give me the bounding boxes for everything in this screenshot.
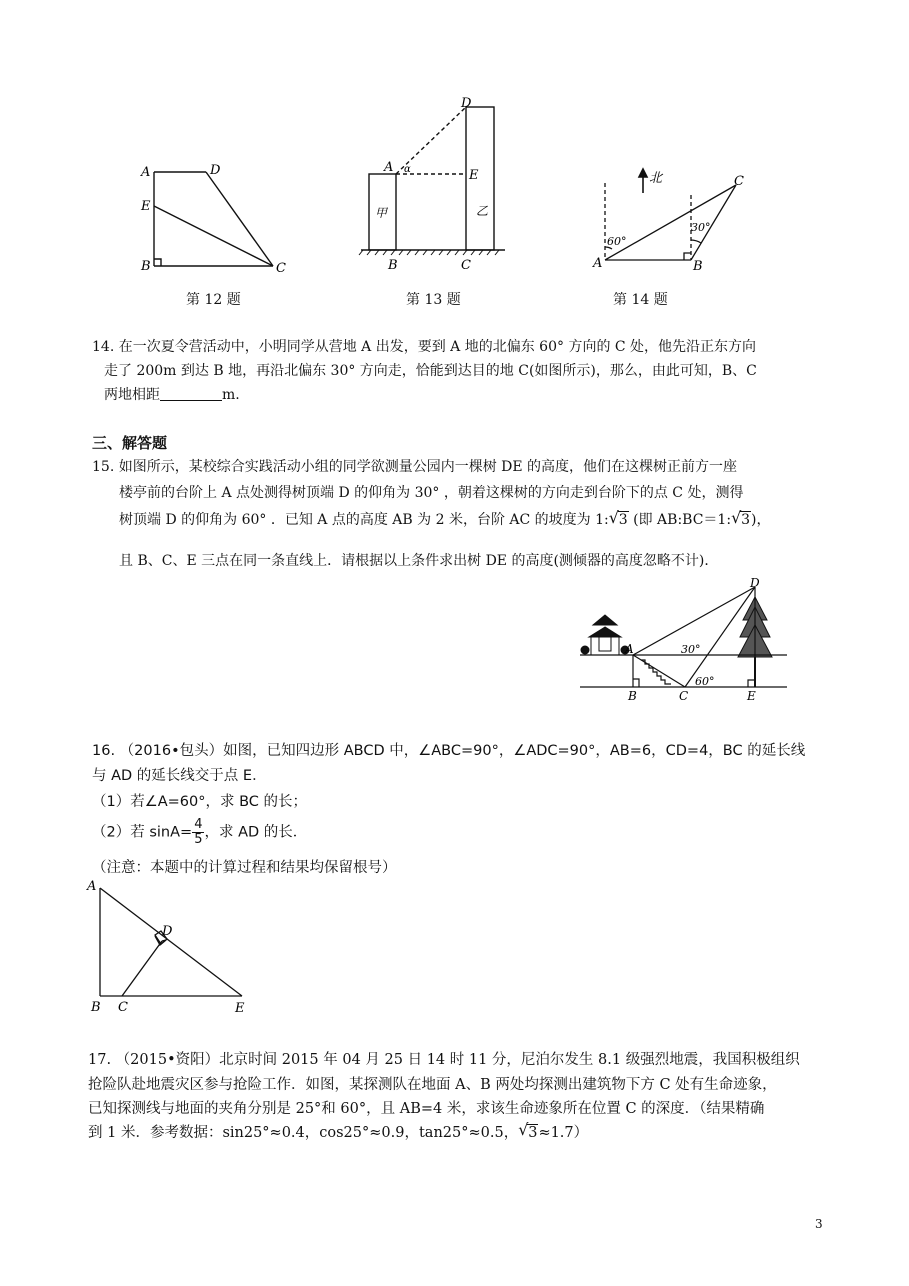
fig14-label-30: 30°: [691, 221, 711, 234]
fig12-caption: 第 12 题: [186, 292, 241, 308]
q14-line2: 走了 200m 到达 B 地，再沿北偏东 30° 方向走，恰能到达目的地 C(如图所示)，那么，由此可知，B、C: [104, 363, 757, 379]
fig16-label-E: E: [235, 1001, 245, 1016]
figure-14: [588, 165, 758, 275]
q17-line4: [88, 1121, 588, 1145]
fig16-label-C: C: [118, 1000, 128, 1015]
fig15-label-B: B: [628, 689, 637, 703]
q17-line3: 已知探测线与地面的夹角分别是 25°和 60°，且 AB=4 米，求该生命迹象所在位置 C 的深度．（结果精确: [88, 1101, 765, 1117]
section-title: 三、解答题: [92, 434, 168, 452]
fig13-caption: 第 13 题: [406, 292, 461, 308]
fig13-label-B: B: [388, 258, 398, 273]
fig14-label-C: C: [734, 174, 744, 189]
fig15-label-C: C: [679, 689, 689, 703]
q16-fraction: $\frac{4}{5}$: [194, 817, 203, 847]
q16-part2-pre: （2）若 sinA=: [92, 824, 193, 841]
q15-sqrt-1: √ 3: [608, 508, 628, 528]
fig15-label-D: D: [750, 576, 760, 590]
fig15-label-60: 60°: [695, 675, 715, 688]
fig12-label-B: B: [141, 259, 151, 274]
fig15-label-A: A: [625, 642, 634, 656]
figure-16: [85, 878, 260, 1018]
q14-line3: [104, 383, 240, 408]
q15-line1: 15. 如图所示，某校综合实践活动小组的同学欲测量公园内一棵树 DE 的高度，他们在这棵树正前方一座: [92, 459, 738, 475]
fig14-label-A: A: [593, 256, 603, 271]
fig15-label-30: 30°: [681, 643, 701, 656]
fig16-label-D: D: [162, 924, 173, 939]
fig13-label-C: C: [461, 258, 471, 273]
q14-line3-post: m.: [222, 387, 240, 403]
fig12-label-A: A: [141, 165, 151, 180]
fig12-label-D: D: [210, 163, 221, 178]
q16-part2: [92, 818, 307, 847]
q14-line1: 14. 在一次夏令营活动中，小明同学从营地 A 出发，要到 A 地的北偏东 60° 方向的 C 处，他先沿正东方向: [92, 339, 757, 355]
q17-line4-pre: 到 1 米．参考数据：sin25°≈0.4，cos25°≈0.9，tan25°≈0.5，: [88, 1125, 519, 1141]
fig14-label-north: 北: [649, 171, 663, 186]
figure-15: [575, 575, 790, 705]
q16-line1: 16. （2016•包头）如图，已知四边形 ABCD 中，∠ABC=90°，∠ADC=90°，AB=6，CD=4，BC 的延长线: [92, 743, 806, 759]
fig12-label-C: C: [276, 261, 286, 276]
page-number: 3: [815, 1217, 823, 1231]
q17-line2: 抢险队赴地震灾区参与抢险工作．如图，某探测队在地面 A、B 两处均探测出建筑物下方 C 处有生命迹象，: [88, 1077, 777, 1093]
fig16-label-A: A: [87, 879, 97, 894]
fig13-label-A: A: [384, 160, 394, 175]
fig13-label-E: E: [469, 168, 479, 183]
q15-sqrt-2: √ 3: [731, 508, 750, 528]
q14-line3-pre: 两地相距: [104, 387, 160, 403]
fig12-label-E: E: [141, 199, 151, 214]
fig15-label-E: E: [747, 689, 756, 703]
q15-line4: 且 B、C、E 三点在同一条直线上．请根据以上条件求出树 DE 的高度(测倾器的高度忽略不计)．: [119, 553, 719, 569]
q15-line3-mid: (即 AB:BC＝1:: [633, 512, 732, 528]
q16-note: （注意：本题中的计算过程和结果均保留根号）: [92, 860, 397, 876]
q17-line4-post: ≈1.7）: [538, 1125, 589, 1141]
fig13-label-D: D: [461, 96, 472, 111]
q16-part2-post: ，求 AD 的长．: [204, 824, 308, 841]
q15-line3-post: )，: [750, 512, 771, 528]
fig16-label-B: B: [91, 1000, 101, 1015]
q17-sqrt: √ 3: [518, 1120, 538, 1141]
fig13-label-alpha: α: [404, 164, 411, 175]
figure-13: [355, 95, 515, 275]
q15-line2: 楼亭前的台阶上 A 点处测得树顶端 D 的仰角为 30° ，朝着这棵树的方向走到台阶下的点 C 处，测得: [119, 485, 744, 501]
fig13-label-jia: 甲: [375, 206, 388, 220]
fig14-caption: 第 14 题: [613, 292, 668, 308]
fig14-label-B: B: [693, 259, 703, 274]
q14-answer-blank[interactable]: [160, 386, 222, 401]
fig14-label-60: 60°: [607, 235, 627, 248]
figure-12: [130, 160, 300, 280]
q15-line3: [119, 508, 770, 533]
q17-line1: 17. （2015•资阳）北京时间 2015 年 04 月 25 日 14 时 11 分，尼泊尔发生 8.1 级强烈地震，我国积极组织: [88, 1052, 800, 1068]
q16-line2: 与 AD 的延长线交于点 E．: [92, 768, 267, 784]
q15-line3-pre: 树顶端 D 的仰角为 60° ．已知 A 点的高度 AB 为 2 米，台阶 AC 的坡度为 1:: [119, 512, 609, 528]
q16-part1: （1）若∠A=60°，求 BC 的长；: [92, 794, 308, 810]
fig13-label-yi: 乙: [476, 204, 489, 218]
